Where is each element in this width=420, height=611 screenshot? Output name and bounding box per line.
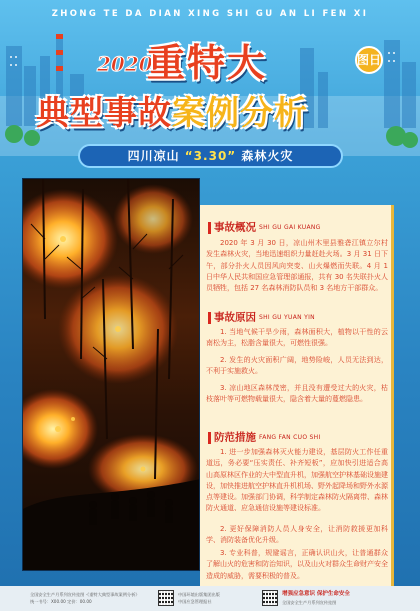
forest-fire-photo [22, 178, 200, 571]
year-label: 2020 [97, 52, 153, 76]
section-pinyin: SHI GU YUAN YIN [259, 313, 315, 321]
footer-mid-line-1: 中国环境出版集团出版 [178, 592, 220, 597]
subtitle-highlight: “3.30” [184, 149, 237, 163]
section-marker [208, 222, 211, 234]
title-line-1: 重特大 [147, 41, 268, 85]
title-line-2 [36, 87, 308, 134]
cause-paragraph-1: 1. 当地气候干旱少雨，森林面积大，植物以干性的云南松为主，松脂含量很大，可燃性很强。 [206, 328, 388, 348]
section-marker [208, 432, 211, 444]
subtitle-suffix: 森林火灾 [241, 149, 294, 163]
section-cause-heading [208, 309, 315, 325]
cause-paragraph-2: 2. 发生的火灾面积广阔，地势险峻，人员无法到达，不利于实施救火。 [206, 356, 388, 376]
subtitle-banner [78, 144, 343, 168]
section-overview-heading [208, 219, 321, 235]
footer-left-line-2: 统一书号：X00.00 定价：00.00 [30, 599, 92, 604]
cause-paragraph-3: 3. 凉山地区森林茂密，并且没有遭受过大的火灾，枯枝落叶等可燃物载量很大，隐含着大量的蔓燃隐患。 [206, 384, 388, 404]
section-title: 防范措施 [214, 431, 256, 444]
footer-slogan: 增强应急意识 保护生命安全 [282, 591, 350, 597]
title-line-2-part-1: 典型事故 [36, 93, 172, 132]
pinyin-header: ZHONG TE DA DIAN XING SHI GU AN LI FEN XI [51, 9, 369, 19]
section-pinyin: SHI GU GAI KUANG [259, 223, 321, 231]
footer-strip [0, 586, 420, 611]
qr-code-icon [158, 590, 174, 606]
qr-code-icon [262, 590, 278, 606]
section-title: 事故概况 [214, 221, 256, 234]
section-prevention-heading [208, 429, 321, 445]
fire-illustration [23, 179, 200, 571]
section-marker [208, 312, 211, 324]
footer-left-line-1: 全国安全生产月系列宣传挂图 ·《重特大典型事故案例分析》 [30, 592, 140, 597]
subtitle-prefix: 四川凉山 [127, 149, 180, 163]
section-pinyin: FANG FAN CUO SHI [259, 433, 321, 441]
prevention-paragraph-2: 2. 更好保障消防人员人身安全，让消防救援更加科学、消防装备优化升级。 [206, 525, 388, 545]
prevention-paragraph-3: 3. 专业科普，规避谣言，正确认识山火，让普通群众了解山火的危害和防治知识，以及山火对群众生命财产安全造成的威胁，需要积极的普及。 [206, 549, 388, 580]
footer-mid-line-2: 中国应急管理报社 [178, 599, 212, 604]
content-panel [200, 205, 394, 586]
page-badge: 图日 [355, 46, 383, 74]
prevention-paragraph-1: 1. 进一步加强森林灭火能力建设，基层防火工作任重道远，务必要“压实责任、补齐短板”，应加快引进适合高山高原林区作业的大中型直升机，加强航空护林基础设施建设，加快推进航空护林直升机机场、野外起降场和野外水源点等建设。加强部门协调，科学制定森林防火隔离带、森林防火通道、应急通信设施等建设标准。 [206, 448, 388, 513]
title-line-2-part-2: 案例分析 [172, 93, 308, 132]
footer-right-line: 全国安全生产月系列宣传挂图 [282, 600, 337, 605]
overview-paragraph: 2020 年 3 月 30 日，凉山州木里县雅砻江镇立尔村发生森林火灾，当地迅速组织力量赶赴火场。3 月 31 日下午，部分扑火人员因风向突变、山火爆燃而失联。4 月 1 日中华人民共和国应急管理部通报，共有 30 名失联扑火人员牺牲，包括 27 名森林消防队员和 3 名地方干部群众。 [206, 239, 388, 293]
section-title: 事故原因 [214, 311, 256, 324]
